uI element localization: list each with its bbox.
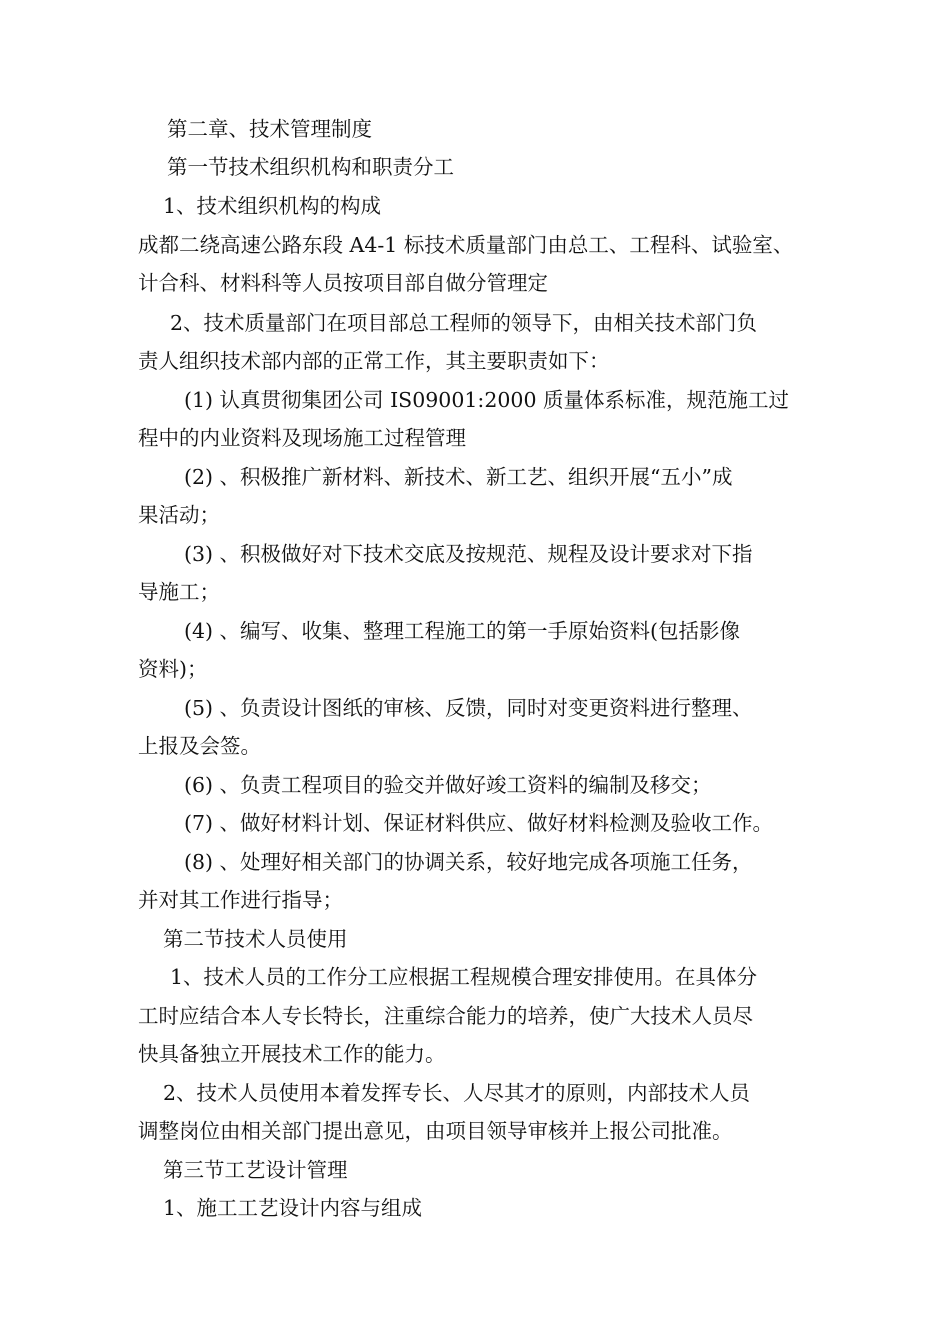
subsection-title: 1、技术组织机构的构成 [163, 194, 382, 218]
paragraph-line: 2、技术质量部门在项目部总工程师的领导下，由相关技术部门负 [170, 311, 758, 335]
duty-item: (7) 、做好材料计划、保证材料供应、做好材料检测及验收工作。 [184, 811, 774, 835]
duty-item: (3) 、积极做好对下技术交底及按规范、规程及设计要求对下指 [184, 542, 753, 566]
duty-item-continued: 果活动； [138, 503, 220, 527]
duty-item-continued: 上报及会签。 [138, 734, 261, 758]
paragraph-line: 2、技术人员使用本着发挥专长、人尽其才的原则，内部技术人员 [163, 1081, 751, 1105]
duty-item: (2) 、积极推广新材料、新技术、新工艺、组织开展“五小”成 [184, 465, 733, 489]
duty-item-continued: 导施工； [138, 580, 220, 604]
section-title: 第一节技术组织机构和职责分工 [167, 155, 454, 179]
paragraph-line: 工时应结合本人专长特长，注重综合能力的培养，使广大技术人员尽 [138, 1004, 753, 1028]
duty-item-continued: 程中的内业资料及现场施工过程管理 [138, 426, 466, 450]
section-title: 第二节技术人员使用 [163, 927, 348, 951]
duty-item: (5) 、负责设计图纸的审核、反馈，同时对变更资料进行整理、 [184, 696, 753, 720]
duty-item-continued: 并对其工作进行指导； [138, 888, 343, 912]
chapter-title: 第二章、技术管理制度 [167, 117, 372, 141]
paragraph-line: 快具备独立开展技术工作的能力。 [138, 1042, 446, 1066]
duty-item: (6) 、负责工程项目的验交并做好竣工资料的编制及移交； [184, 773, 712, 797]
paragraph-line: 责人组织技术部内部的正常工作，其主要职责如下： [138, 349, 610, 373]
duty-item-continued: 资料)； [138, 657, 208, 681]
paragraph-line: 计合科、材料科等人员按项目部自做分管理定 [138, 271, 548, 295]
paragraph-line: 成都二绕高速公路东段 A4-1 标技术质量部门由总工、工程科、试验室、 [138, 233, 794, 257]
duty-item: (8) 、处理好相关部门的协调关系，较好地完成各项施工任务， [184, 850, 753, 874]
section-title: 第三节工艺设计管理 [163, 1158, 348, 1182]
duty-item: (1) 认真贯彻集团公司 IS09001:2000 质量体系标准，规范施工过 [184, 388, 790, 412]
subsection-title: 1、施工工艺设计内容与组成 [163, 1196, 423, 1220]
paragraph-line: 调整岗位由相关部门提出意见，由项目领导审核并上报公司批准。 [138, 1119, 733, 1143]
paragraph-line: 1、技术人员的工作分工应根据工程规模合理安排使用。在具体分 [170, 965, 758, 989]
duty-item: (4) 、编写、收集、整理工程施工的第一手原始资料(包括影像 [184, 619, 741, 643]
